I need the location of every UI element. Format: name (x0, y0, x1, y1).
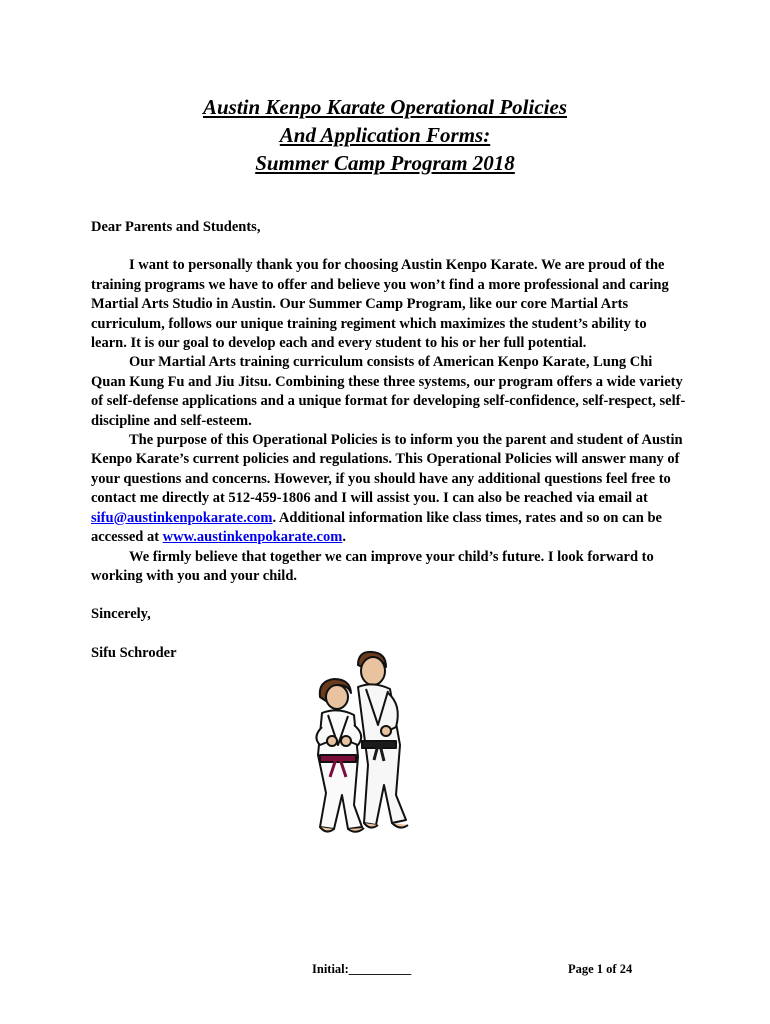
paragraph-4: We firmly believe that together we can improve your child’s future. I look forward to working with you and your child. (91, 548, 654, 584)
letter-body (91, 218, 686, 663)
page-number: Page 1 of 24 (568, 962, 633, 976)
karate-instructor-and-child-illustration (296, 645, 426, 840)
adult-figure (358, 652, 408, 828)
title-line-3: Summer Camp Program 2018 (255, 151, 515, 175)
paragraph-1: I want to personally thank you for choosing Austin Kenpo Karate. We are proud of the training programs we have to offer and believe you won’t find a more professional and caring Martial Arts Studio in Austin. Our Summer Camp Program, like our core Martial Arts curriculum, follows our unique training regiment which maximizes the student’s ability to learn. It is our goal to develop each and every student to his or her full potential. (91, 257, 669, 352)
title-line-1: Austin Kenpo Karate Operational Policies (202, 95, 568, 119)
paragraph-3-text-c: . (342, 529, 346, 546)
website-link[interactable]: www.austinkenpokarate.com (162, 529, 343, 546)
salutation: Dear Parents and Students, (91, 219, 261, 235)
child-figure (316, 679, 364, 832)
title-line-2: And Application Forms: (279, 123, 491, 147)
paragraph-3 (91, 431, 686, 547)
paragraph-3-text-b: . Additional information like class times, rates and so on can be accessed at (91, 509, 662, 546)
initial-field[interactable]: Initial:__________ (312, 962, 412, 976)
email-link[interactable]: sifu@austinkenpokarate.com (91, 509, 273, 526)
closing: Sincerely, (91, 606, 151, 623)
paragraph-3-text-a: The purpose of this Operational Policies is to inform you the parent and student of Austin Kenpo Karate’s current policies and regulations. This Operational Policies will answer many of your questions and concerns. However, if you should have any additional questions feel free to contact me directly at 512-459-1806 and I will assist you. I can also be reached via email at (91, 432, 683, 507)
paragraph-2: Our Martial Arts training curriculum consists of American Kenpo Karate, Lung Chi Quan Kung Fu and Jiu Jitsu. Combining these three systems, our program offers a wide variety of self-defense applications and a unique format for developing self-confidence, self-respect, self-discipline and self-esteem. (91, 354, 686, 429)
signer-name: Sifu Schroder (91, 644, 177, 661)
document-title (0, 93, 770, 177)
